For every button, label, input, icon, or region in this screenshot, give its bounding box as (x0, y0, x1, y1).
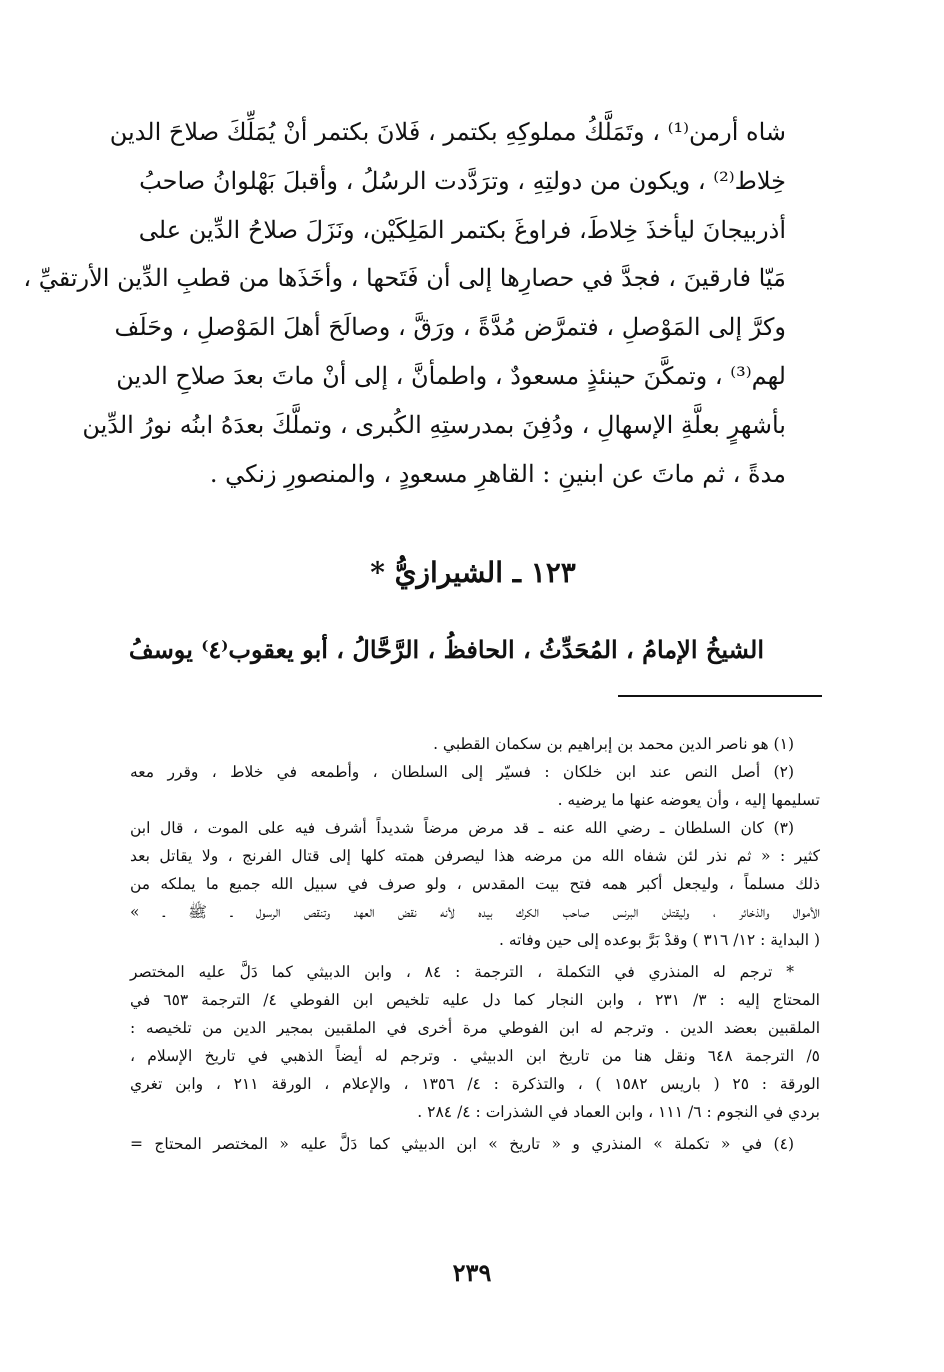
footnote-line: (٤) في « تكملة » المنذري و « تاريخ » ابن الدبيثي كما دَلَّ عليه « المختصر المحتاج = (130, 1135, 794, 1153)
main-text (23, 108, 786, 498)
footnote-line: الورقة : ٢٥ ( باريس ١٥٨٢ ) ، والتذكرة : ٤/ ١٣٥٦ ، والإعلام ، الورقة ٢١١ ، وابن تغري (130, 1075, 820, 1093)
footnote-line: ذلك مسلماً ، وليجعل أكبر همه فتح بيت المقدس ، ولو صرف في سبيل الله جميع ما يملكه من (130, 875, 820, 893)
text-line: شاه أرمن⁽¹⁾ ، وتَمَلَّكُ مملوكِهِ بكتمر ، فَلانَ بكتمر أنْ يُمَلِّكَ صلاحَ الدين (109, 118, 786, 146)
footnotes (130, 730, 820, 1158)
footnote-line: ٥/ الترجمة ٦٤٨ ونقل هنا من تاريخ ابن الدبيثي . وترجم له أيضاً الذهبي في تاريخ الإسلام ، (130, 1047, 820, 1065)
footnote-line: (٢) أصل النص عند ابن خلكان : فسيّر إلى السلطان ، وأطمعه في خلاط ، وقرر معه (130, 763, 794, 781)
footnote-line: المحتاج إليه : ٣/ ٢٣١ ، وابن النجار كما دل عليه تلخيص ابن الفوطي ٤/ الترجمة ٦٥٣ في (130, 991, 820, 1009)
footnote-line: (١) هو ناصر الدين محمد بن إبراهيم بن سكمان القطبي . (433, 735, 794, 753)
text-line: لهم⁽³⁾ ، وتمكَّنَ حينئذٍ مسعودٌ ، واطمأنَّ ، إلى أنْ ماتَ بعدَ صلاحِ الدين (116, 361, 786, 390)
page-number: ٢٣٩ (452, 1258, 492, 1287)
text-line: مدةً ، ثم ماتَ عن ابنينِ : القاهرِ مسعودٍ ، والمنصورِ زنكي . (209, 459, 786, 488)
footnote-line: تسليمها إليه ، وأن يعوضه عنها ما يرضيه . (557, 791, 820, 809)
footnote-line: كثير : « ثم نذر لئن شفاه الله من مرضه هذا ليصرفن همته كلها إلى قتال الفرنج ، ولا يقاتل بعد (130, 847, 820, 865)
footnote-line: ( البداية : ١٢/ ٣١٦ ) وقدْ بَرَّ بوعده إلى حين وفاته . (499, 931, 820, 949)
footnote-line: الأموال والذخائر ، وليقتلن البرنس صاحب الكرك بيده لأنه نقض العهد وتنقص الرسول ـ ﷺ ـ » (130, 903, 820, 921)
text-line: وكرَّ إلى المَوْصلِ ، فتمرَّض مُدَّةً ، ورَقَّ ، وصالَحَ أهلَ المَوْصلِ ، وحَلَف (114, 313, 786, 342)
footnote-line: بردي في النجوم : ٦/ ١١١ ، وابن العماد في الشذرات : ٤/ ٢٨٤ . (417, 1103, 820, 1121)
footnote-line: * ترجم له المنذري في التكملة ، الترجمة : ٨٤ ، وابن الدبيثي كما دَلَّ عليه المختصر (130, 963, 794, 981)
text-line: أذربيجانَ ليأخذَ خِلاطَ، فراوغَ بكتمر المَلِكَيْن، ونَزَلَ صلاحُ الدِّين على (138, 215, 786, 244)
section-heading: ١٢٣ ـ الشيرازيُّ * (370, 556, 576, 589)
text-line: بأشهرٍ بعلَّةِ الإسهالِ ، ودُفِنَ بمدرستِهِ الكُبرى ، وتملَّكَ بعدَهُ ابنُه نورُ الدِّين (82, 410, 786, 439)
biography-intro: الشيخُ الإمامُ ، المُحَدِّثُ ، الحافظُ ، الرَّحَّالُ ، أبو يعقوب⁽٤⁾ يوسفُ (128, 635, 764, 664)
text-line: مَيّا فارقينَ ، فجدَّ في حصارِها إلى أن فَتَحها ، وأخَذَها من قطبِ الدِّين الأرتقيِّ ، (23, 264, 786, 293)
footnote-separator (618, 695, 822, 697)
footnote-line: (٣) كان السلطان ـ رضي الله عنه ـ قد مرض مرضاً شديداً أشرف فيه على الموت ، قال ابن (130, 819, 794, 837)
footnote-line: الملقبين بعضد الدين . وترجم له ابن الفوطي مرة أخرى في الملقبين بمجير الدين من تلخيصه : (130, 1019, 820, 1037)
text-line: خِلاط⁽²⁾ ، ويكون من دولتِهِ ، وترَدَّدت الرسُلُ ، وأقبلَ بَهْلوانُ صاحبُ (139, 166, 786, 195)
